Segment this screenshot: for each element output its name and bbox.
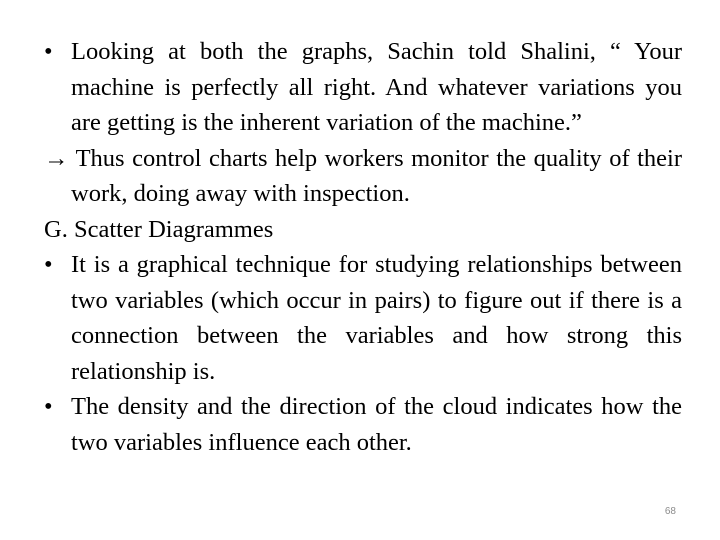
bullet-item — [44, 389, 682, 460]
page-number: 68 — [664, 506, 676, 517]
bullet-marker: • — [44, 38, 53, 65]
right-arrow-icon: → — [44, 144, 69, 172]
bullet-item — [44, 34, 682, 141]
arrow-item — [44, 141, 682, 212]
bullet-text: It is a graphical technique for studying relationships between two variables (which occur in pairs) to figure out if there is a connection between the variables and how strong this relationship is. — [71, 251, 682, 385]
bullet-marker: • — [44, 251, 53, 278]
arrow-text: Thus control charts help workers monitor the quality of their work, doing away with inspection. — [71, 144, 683, 207]
section-heading — [44, 212, 682, 248]
bullet-text: Looking at both the graphs, Sachin told Shalini, “ Your machine is perfectly all right. And whatever variations you are getting is the inherent variation of the machine.” — [71, 38, 682, 136]
section-heading-text: G. Scatter Diagrammes — [44, 215, 274, 243]
slide-body — [44, 34, 682, 460]
bullet-text: The density and the direction of the cloud indicates how the two variables influence each other. — [71, 393, 682, 456]
bullet-marker: • — [44, 393, 53, 420]
bullet-item — [44, 247, 682, 389]
